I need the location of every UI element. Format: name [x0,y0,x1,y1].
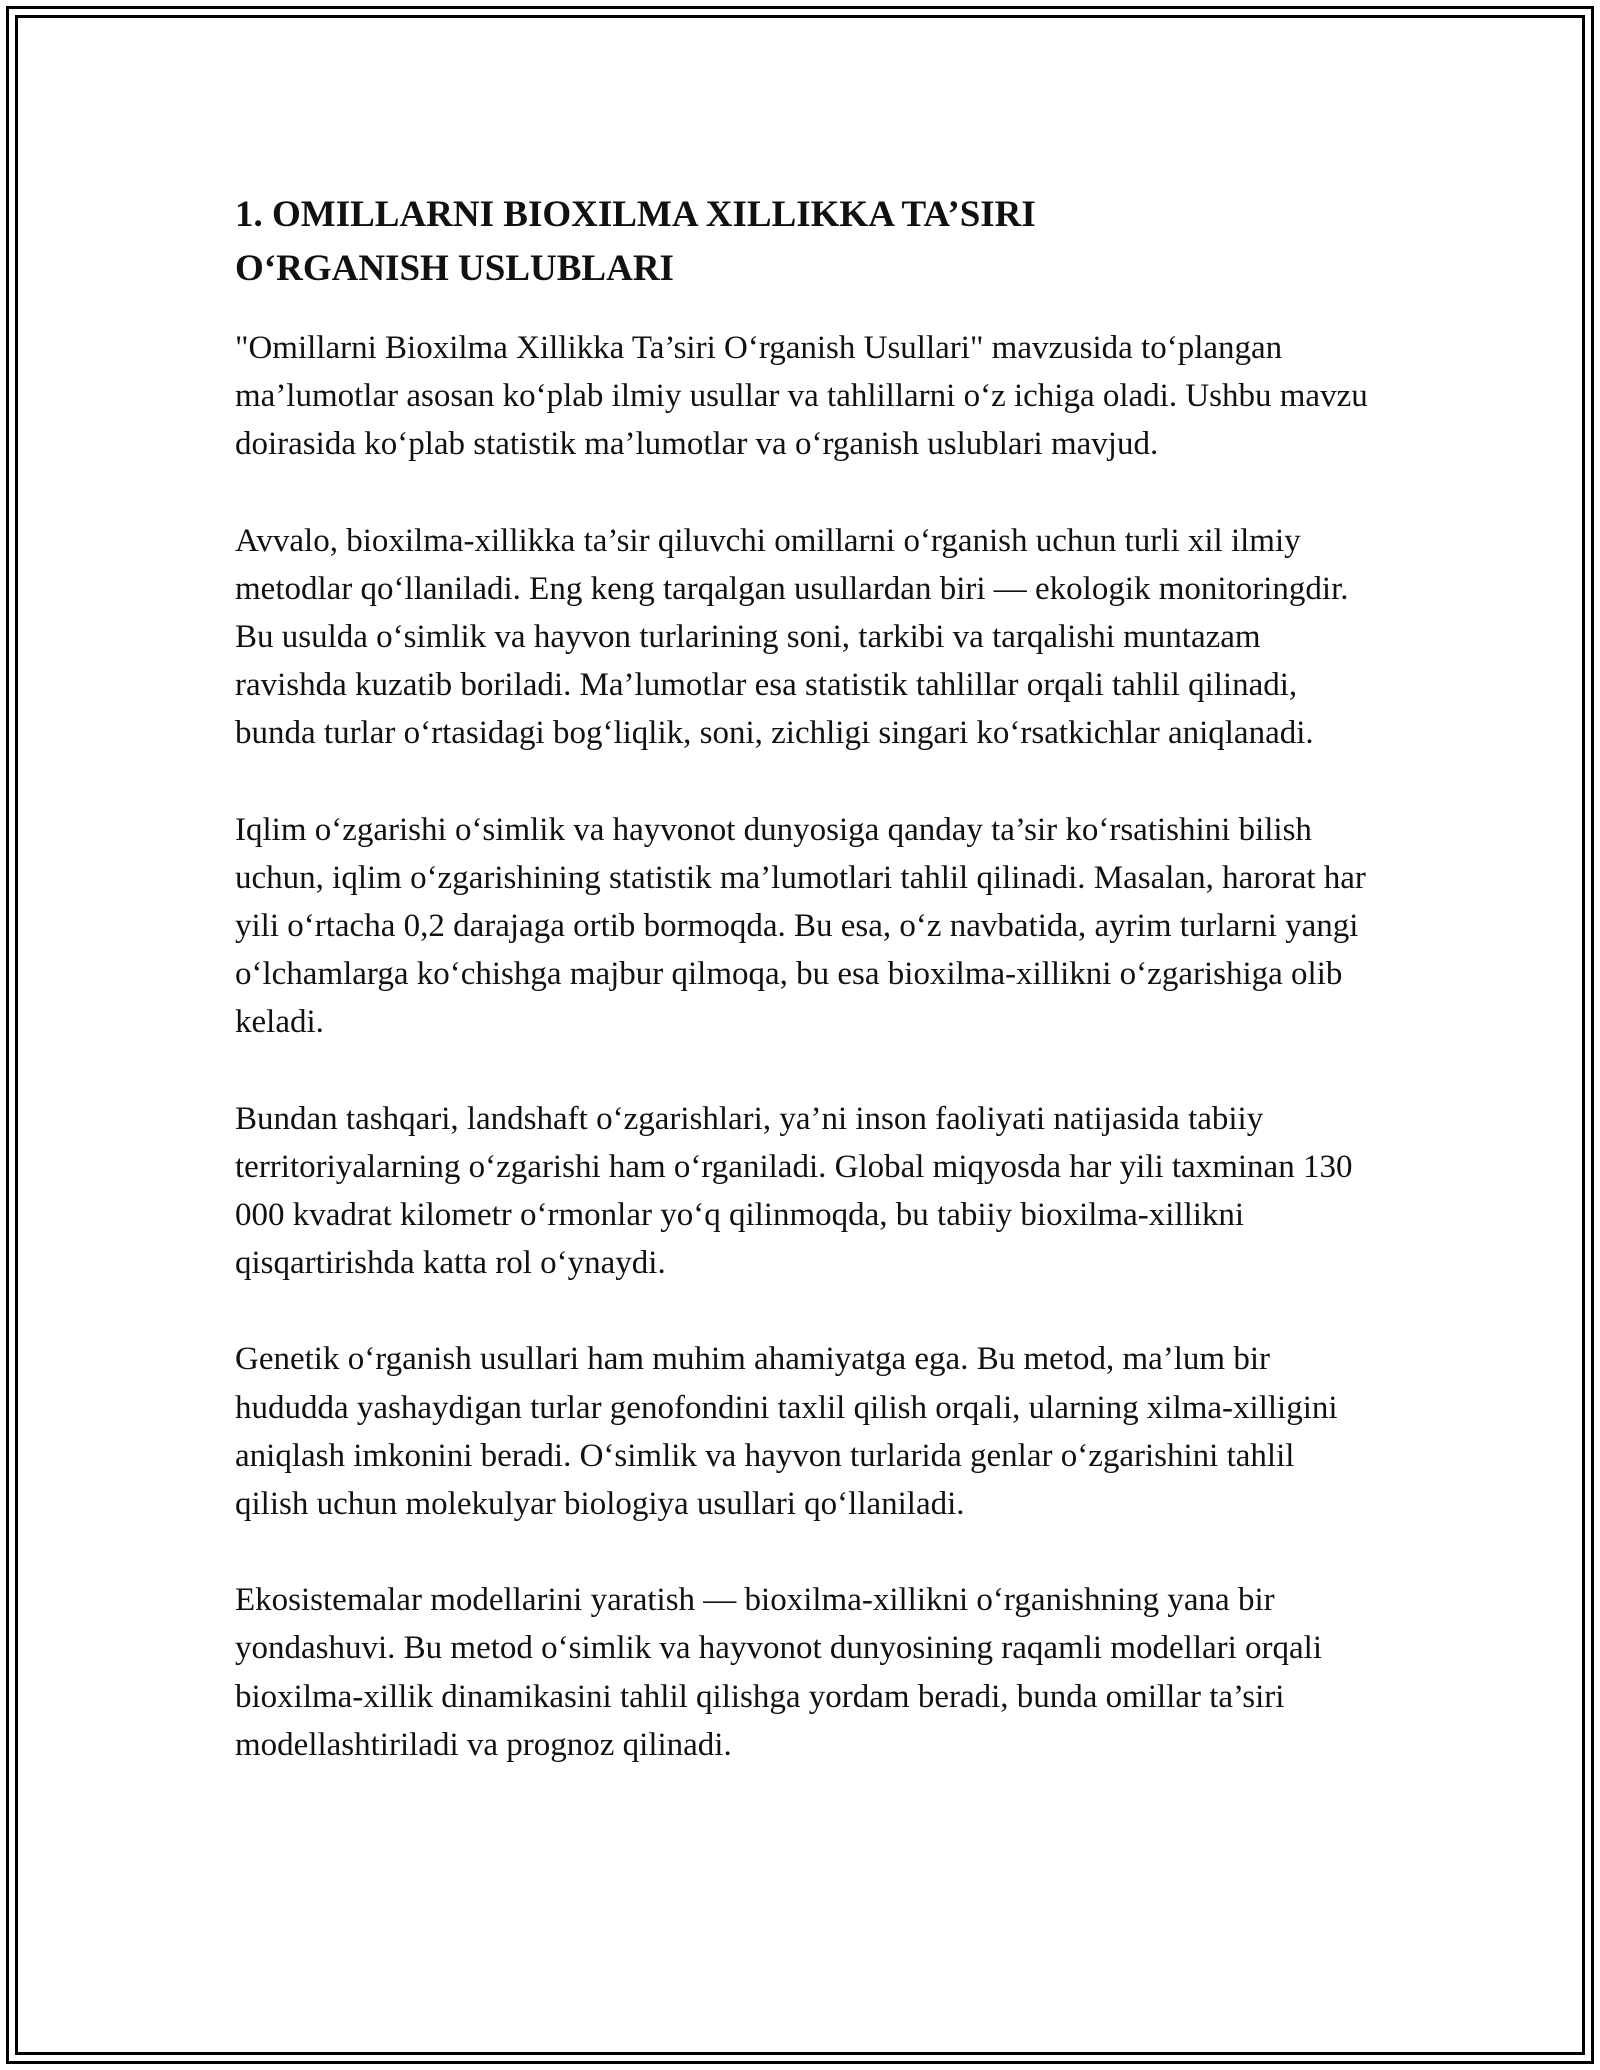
section-title-line-1: 1. OMILLARNI BIOXILMA XILLIKKA TA’SIRI [235,194,1036,235]
section-title-line-2: O‘RGANISH USLUBLARI [235,248,674,289]
paragraph-ecological-monitoring: Avvalo, bioxilma-xillikka ta’sir qiluvchi omillarni o‘rganish uchun turli xil ilmiy metodlar qo‘llaniladi. Eng keng tarqalgan usullardan biri — ekologik monitoringdir. Bu usulda o‘simlik va hayvon turlarining soni, tarkibi va tarqalishi muntazam ravishda kuzatib boriladi. Ma’lumotlar esa statistik tahlillar orqali tahlil qilinadi, bunda turlar o‘rtasidagi bog‘liqlik, soni, zichligi singari ko‘rsatkichlar aniqlanadi. [235,522,1349,752]
paragraph-landscape-change: Bundan tashqari, landshaft o‘zgarishlari, ya’ni inson faoliyati natijasida tabiiy territoriyalarning o‘zgarishi ham o‘rganiladi. Global miqyosda har yili taxminan 130 000 kvadrat kilometr o‘rmonlar yo‘q qilinmoqda, bu tabiiy bioxilma-xillikni qisqartirishda katta rol o‘ynaydi. [235,1100,1353,1282]
paragraph-climate-change: Iqlim o‘zgarishi o‘simlik va hayvonot dunyosiga qanday ta’sir ko‘rsatishini bilish uchun, iqlim o‘zgarishining statistik ma’lumotlari tahlil qilinadi. Masalan, harorat har yili o‘rtacha 0,2 darajaga ortib bormoqda. Bu esa, o‘z navbatida, ayrim turlarni yangi o‘lchamlarga ko‘chishga majbur qilmoqa, bu esa bioxilma-xillikni o‘zgarishiga olib keladi. [235,811,1366,1041]
paragraph-intro: "Omillarni Bioxilma Xillikka Ta’siri O‘rganish Usullari" mavzusida to‘plangan ma’lumotlar asosan ko‘plab ilmiy usullar va tahlillarni o‘z ichiga oladi. Ushbu mavzu doirasida ko‘plab statistik ma’lumotlar va o‘rganish uslublari mavjud. [235,330,1368,463]
section-title [235,188,1375,296]
paragraph-genetic-methods: Genetik o‘rganish usullari ham muhim ahamiyatga ega. Bu metod, ma’lum bir hududda yashaydigan turlar genofondini taxlil qilish orqali, ularning xilma-xilligini aniqlash imkonini beradi. O‘simlik va hayvon turlarida genlar o‘zgarishini tahlil qilish uchun molekulyar biologiya usullari qo‘llaniladi. [235,1341,1338,1523]
paragraph-ecosystem-models: Ekosistemalar modellarini yaratish — bioxilma-xillikni o‘rganishning yana bir yondashuvi. Bu metod o‘simlik va hayvonot dunyosining raqamli modellari orqali bioxilma-xillik dinamikasini tahlil qilishga yordam beradi, bunda omillar ta’siri modellashtiriladi va prognoz qilinadi. [235,1582,1323,1763]
document-body [235,188,1375,1817]
